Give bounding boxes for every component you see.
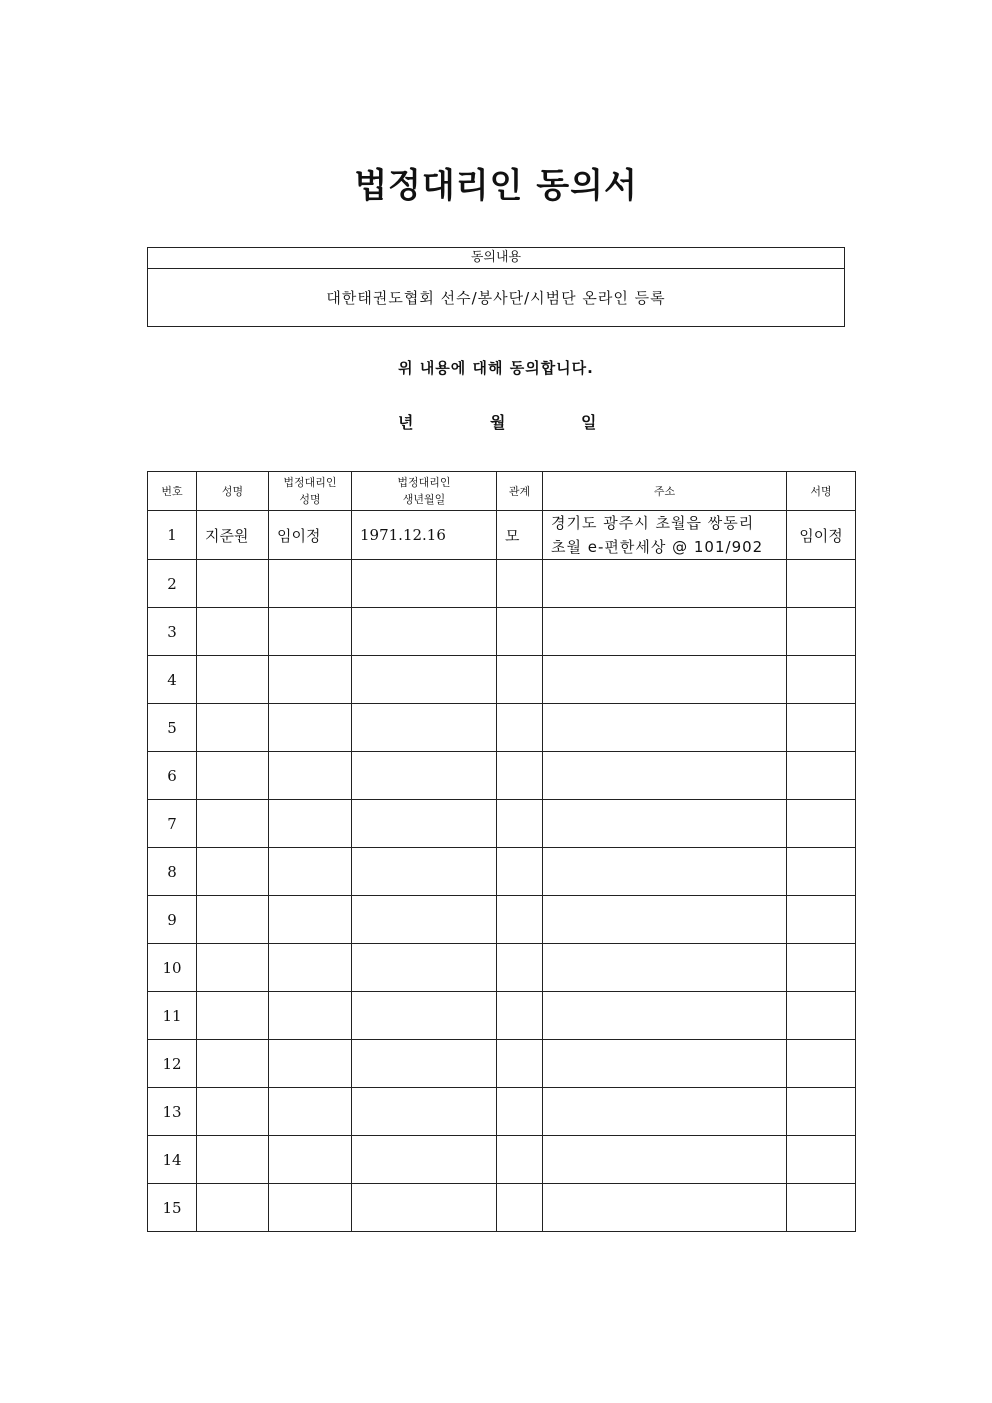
table-row (148, 992, 856, 1040)
document-title: 법정대리인 동의서 (354, 166, 638, 206)
row-guardian-name-cell (269, 896, 352, 944)
row-address-line-2: 초월 e-편한세상 @ 101/902 (551, 538, 764, 556)
row-guardian-name-cell: 임이정 (269, 511, 352, 560)
row-signature-cell (787, 800, 856, 848)
header-name: 성명 (197, 472, 269, 511)
header-guardian-name-line2: 성명 (299, 493, 321, 506)
table-row (148, 608, 856, 656)
row-address-cell (543, 656, 787, 704)
row-name-cell (197, 560, 269, 608)
row-number-cell: 5 (148, 704, 197, 752)
row-relation-cell (497, 1136, 543, 1184)
row-signature-cell (787, 944, 856, 992)
row-guardian-birth-cell (352, 992, 497, 1040)
row-signature-cell (787, 1136, 856, 1184)
row-signature-cell (787, 896, 856, 944)
table-row (148, 1040, 856, 1088)
row-address-cell (543, 896, 787, 944)
row-relation-cell (497, 800, 543, 848)
row-guardian-birth-cell (352, 944, 497, 992)
row-number-cell: 7 (148, 800, 197, 848)
row-guardian-name-cell (269, 848, 352, 896)
agree-statement: 위 내용에 대해 동의합니다. (398, 359, 594, 377)
table-row (148, 752, 856, 800)
row-guardian-birth-cell (352, 656, 497, 704)
row-signature-cell (787, 1040, 856, 1088)
row-address-cell (543, 608, 787, 656)
row-relation-cell (497, 656, 543, 704)
row-relation-cell (497, 848, 543, 896)
row-address-cell (543, 1040, 787, 1088)
row-relation-cell (497, 1088, 543, 1136)
row-address-cell (543, 1088, 787, 1136)
table-row (148, 1184, 856, 1232)
row-guardian-name-cell (269, 992, 352, 1040)
header-signature: 서명 (787, 472, 856, 511)
table-row (148, 704, 856, 752)
header-guardian-name (269, 472, 352, 511)
header-number: 번호 (148, 472, 197, 511)
row-signature-cell (787, 992, 856, 1040)
row-relation-cell (497, 992, 543, 1040)
row-number-cell: 14 (148, 1136, 197, 1184)
row-signature-cell (787, 608, 856, 656)
row-relation-cell (497, 896, 543, 944)
row-guardian-birth-cell (352, 704, 497, 752)
row-guardian-birth-cell (352, 560, 497, 608)
row-number-cell: 1 (148, 511, 197, 560)
row-number-cell: 11 (148, 992, 197, 1040)
row-guardian-name-cell (269, 944, 352, 992)
table-row (148, 944, 856, 992)
row-address-cell (543, 704, 787, 752)
date-month-label: 월 (490, 413, 506, 432)
table-row (148, 656, 856, 704)
row-number-cell: 6 (148, 752, 197, 800)
row-signature-cell (787, 752, 856, 800)
row-name-cell (197, 1184, 269, 1232)
row-guardian-birth-cell (352, 1040, 497, 1088)
table-row (148, 848, 856, 896)
row-guardian-birth-cell (352, 800, 497, 848)
row-number-cell: 9 (148, 896, 197, 944)
row-signature-cell (787, 1184, 856, 1232)
row-name-cell (197, 1040, 269, 1088)
row-guardian-name-cell (269, 1088, 352, 1136)
row-address-cell (543, 752, 787, 800)
row-relation-cell (497, 1040, 543, 1088)
row-guardian-birth-cell (352, 608, 497, 656)
row-name-cell (197, 1136, 269, 1184)
row-name-cell (197, 1088, 269, 1136)
row-address-cell (543, 560, 787, 608)
row-name-cell (197, 608, 269, 656)
row-relation-cell (497, 560, 543, 608)
row-guardian-birth-cell (352, 848, 497, 896)
row-address-cell (543, 1184, 787, 1232)
row-relation-cell: 모 (497, 511, 543, 560)
table-row (148, 560, 856, 608)
row-number-cell: 13 (148, 1088, 197, 1136)
table-row (148, 511, 856, 560)
table-row (148, 896, 856, 944)
row-guardian-birth-cell (352, 896, 497, 944)
row-number-cell: 8 (148, 848, 197, 896)
row-name-cell (197, 800, 269, 848)
row-number-cell: 3 (148, 608, 197, 656)
header-guardian-birth-line1: 법정대리인 (397, 476, 451, 489)
row-number-cell: 15 (148, 1184, 197, 1232)
row-guardian-name-cell (269, 656, 352, 704)
row-number-cell: 2 (148, 560, 197, 608)
header-guardian-birth-line2: 생년월일 (402, 493, 446, 506)
row-relation-cell (497, 752, 543, 800)
row-address-cell (543, 1136, 787, 1184)
date-day-label: 일 (581, 413, 597, 432)
row-number-cell: 10 (148, 944, 197, 992)
consent-content: 대한태권도협회 선수/봉사단/시범단 온라인 등록 (326, 289, 666, 307)
header-relation: 관계 (497, 472, 543, 511)
row-name-cell (197, 752, 269, 800)
row-guardian-birth-cell (352, 752, 497, 800)
row-address-cell (543, 511, 787, 560)
row-name-cell (197, 656, 269, 704)
row-guardian-name-cell (269, 1136, 352, 1184)
row-address-line-1: 경기도 광주시 초월읍 쌍동리 (551, 514, 755, 532)
row-signature-cell: 임이정 (787, 511, 856, 560)
consent-header: 동의내용 (148, 248, 844, 269)
table-header-row (148, 472, 856, 511)
row-guardian-birth-cell (352, 1184, 497, 1232)
row-signature-cell (787, 656, 856, 704)
row-name-cell (197, 704, 269, 752)
row-guardian-name-cell (269, 752, 352, 800)
row-address-cell (543, 992, 787, 1040)
row-relation-cell (497, 608, 543, 656)
row-guardian-name-cell (269, 704, 352, 752)
row-name-cell (197, 944, 269, 992)
row-name-cell (197, 896, 269, 944)
date-year-label: 년 (398, 413, 414, 432)
row-name-cell (197, 992, 269, 1040)
table-row (148, 1088, 856, 1136)
row-number-cell: 4 (148, 656, 197, 704)
row-relation-cell (497, 1184, 543, 1232)
consent-box (147, 247, 845, 327)
row-relation-cell (497, 944, 543, 992)
row-address-cell (543, 944, 787, 992)
row-relation-cell (497, 704, 543, 752)
header-address: 주소 (543, 472, 787, 511)
row-guardian-birth-cell: 1971.12.16 (352, 511, 497, 560)
header-guardian-name-line1: 법정대리인 (283, 476, 337, 489)
row-guardian-name-cell (269, 1184, 352, 1232)
row-name-cell: 지준원 (197, 511, 269, 560)
row-name-cell (197, 848, 269, 896)
row-address-cell (543, 800, 787, 848)
row-guardian-birth-cell (352, 1088, 497, 1136)
row-guardian-birth-cell (352, 1136, 497, 1184)
table-row (148, 800, 856, 848)
row-guardian-name-cell (269, 560, 352, 608)
table-row (148, 1136, 856, 1184)
row-guardian-name-cell (269, 1040, 352, 1088)
row-address-cell (543, 848, 787, 896)
row-signature-cell (787, 704, 856, 752)
row-guardian-name-cell (269, 800, 352, 848)
signers-table (147, 471, 856, 1232)
row-number-cell: 12 (148, 1040, 197, 1088)
header-guardian-birth (352, 472, 497, 511)
row-guardian-name-cell (269, 608, 352, 656)
row-signature-cell (787, 848, 856, 896)
row-signature-cell (787, 1088, 856, 1136)
row-signature-cell (787, 560, 856, 608)
